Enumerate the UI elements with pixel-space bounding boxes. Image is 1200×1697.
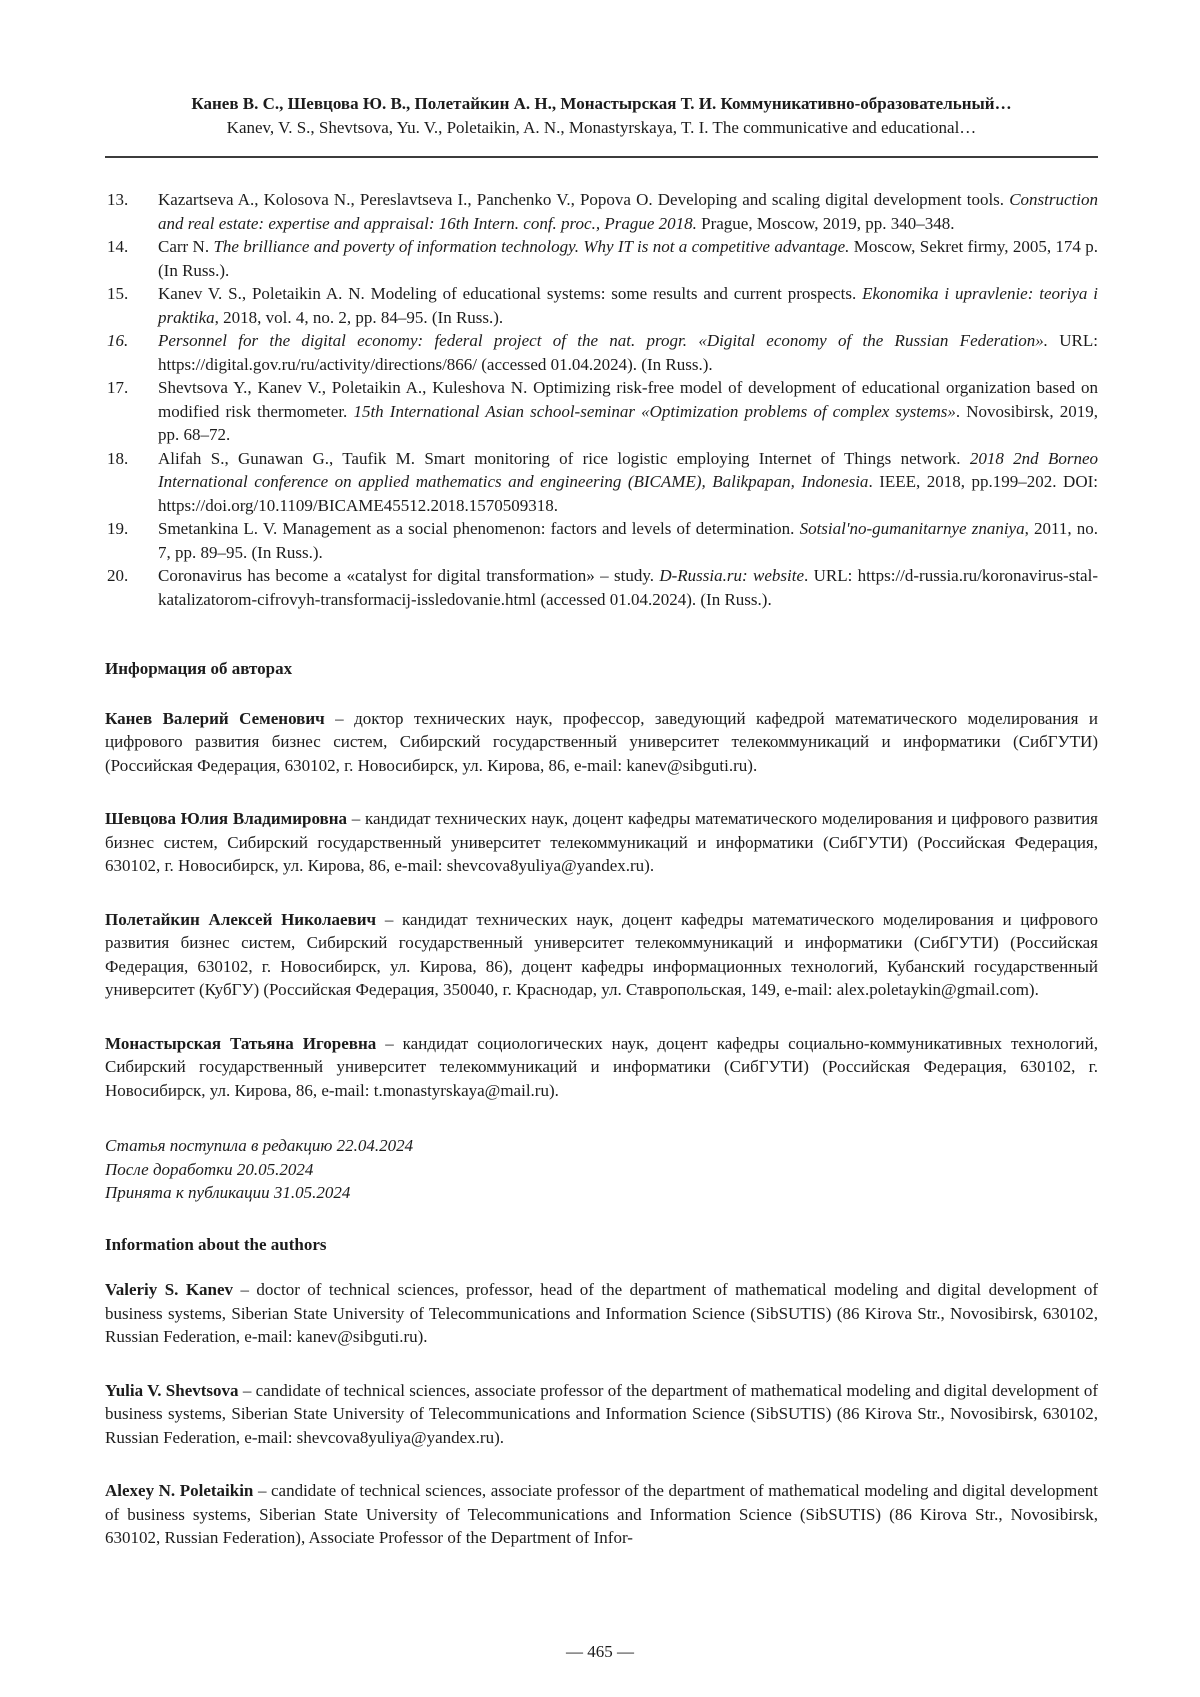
author-details: – кандидат технических наук, доцент кафедры математического моделирования и цифрового развития бизнес систем, Сибирский государственный университет телекоммуникаций и информатики (СибГУТИ) (Российская Федерация, 630102, г. Новосибирск, ул. Кирова, 86, e-mail: shevcova8yuliya@yandex.ru).	[105, 809, 1098, 875]
reference-number: 20.	[107, 566, 129, 585]
running-header-ru: Канев В. С., Шевцова Ю. В., Полетайкин А. Н., Монастырская Т. И. Коммуникативно-образовательный…	[191, 94, 1012, 113]
reference-text	[158, 190, 1098, 233]
reference-text-segment: , 2018, vol. 4, no. 2, pp. 84–95. (In Russ.).	[214, 307, 504, 327]
reference-text-segment: Alifah S., Gunawan G., Taufik M. Smart monitoring of rice logistic employing Internet of Things network.	[158, 448, 970, 468]
author-paragraph	[105, 1278, 1098, 1349]
reference-text-segment: . URL: https://d-russia.ru/koronavirus-stal-katalizatorom-cifrovyh-transformacij-issledovanie.html (accessed 01.04.2024). (In Russ.).	[158, 566, 1098, 609]
reference-item	[105, 282, 1098, 329]
running-header-en: Kanev, V. S., Shevtsova, Yu. V., Poletaikin, A. N., Monastyrskaya, T. I. The communicative and educational…	[226, 118, 977, 137]
reference-text-segment: Kazartseva A., Kolosova N., Pereslavtseva I., Panchenko V., Popova O. Developing and scaling digital development tools.	[158, 190, 1010, 209]
reference-text-segment: Shevtsova Y., Kanev V., Poletaikin A., Kuleshova N. Optimizing risk-free model of development of educational organization based on modified risk thermometer.	[158, 378, 1098, 421]
reference-text-segment: . Novosibirsk, 2019, pp. 68–72.	[158, 401, 1098, 444]
reference-number: 14.	[107, 237, 129, 256]
author-name: Полетайкин Алексей Николаевич	[105, 909, 377, 929]
reference-text-segment: D-Russia.ru: website	[659, 566, 804, 585]
references-list	[105, 188, 1098, 611]
author-name: Valeriy S. Kanev	[105, 1280, 234, 1299]
reference-text-segment: Ekonomika i upravlenie: teoriya i praktika	[158, 284, 1098, 327]
section-heading-authors-en: Information about the authors	[105, 1234, 327, 1254]
author-paragraph	[105, 908, 1098, 1002]
reference-text-segment: 15th International Asian school-seminar «Optimization problems of complex systems»	[353, 401, 956, 421]
reference-number: 16.	[107, 331, 129, 350]
submission-date-line: После доработки 20.05.2024	[105, 1159, 314, 1179]
reference-text-segment: Moscow, Sekret firmy, 2005, 174 p. (In Russ.).	[158, 237, 1099, 280]
reference-text	[158, 449, 1098, 515]
reference-text-segment: 2018 2nd Borneo International conference on applied mathematics and engineering (BICAME), Balikpapan, Indonesia	[158, 448, 1099, 491]
reference-item	[105, 329, 1098, 376]
reference-item	[105, 188, 1098, 235]
reference-text-segment: . IEEE, 2018, pp.199–202. DOI: https://doi.org/10.1109/BICAME45512.2018.1570509318.	[158, 472, 1098, 515]
reference-text-segment: Prague, Moscow, 2019, pp. 340–348.	[696, 213, 955, 233]
submission-date-line: Статья поступила в редакцию 22.04.2024	[105, 1136, 414, 1155]
author-details: – кандидат социологических наук, доцент кафедры социально-коммуникативных технологий, Сибирский государственный университет телекоммуникаций и информатики (СибГУТИ) (Российская Федерация, 630102, г. Новосибирск, ул. Кирова, 86, e-mail: t.monastyrskaya@mail.ru).	[105, 1033, 1098, 1100]
reference-text	[158, 519, 1098, 562]
authors-ru-list	[105, 707, 1098, 1103]
reference-number: 18.	[107, 448, 129, 468]
page-number: — 465 —	[566, 1642, 634, 1661]
reference-item	[105, 517, 1098, 564]
reference-text-segment: Sotsial'no-gumanitarnye znaniya	[799, 519, 1025, 538]
reference-text	[158, 566, 1098, 609]
reference-item	[105, 235, 1098, 282]
reference-item	[105, 564, 1098, 611]
reference-item	[105, 447, 1098, 518]
author-paragraph	[105, 1032, 1098, 1103]
reference-item	[105, 376, 1098, 447]
reference-text-segment: The brilliance and poverty of information technology. Why IT is not a competitive advantage.	[213, 237, 850, 256]
reference-text	[158, 331, 1098, 374]
reference-number: 13.	[107, 190, 129, 209]
document-page	[105, 92, 1098, 1550]
author-paragraph	[105, 707, 1098, 778]
author-details: – кандидат технических наук, доцент кафедры математического моделирования и цифрового развития бизнес систем, Сибирский государственный университет телекоммуникаций и информатики (СибГУТИ) (Российская Федерация, 630102, г. Новосибирск, ул. Кирова, 86), доцент кафедры информационных технологий, Кубанский государственный университет (КубГУ) (Российская Федерация, 350040, г. Краснодар, ул. Ставропольская, 149, e-mail: alex.poletaykin@gmail.com).	[105, 909, 1099, 999]
author-name: Yulia V. Shevtsova	[105, 1380, 239, 1400]
reference-text-segment: Personnel for the digital economy: federal project of the nat. progr. «Digital economy of the Russian Federation».	[158, 331, 1048, 350]
reference-text-segment: URL: https://digital.gov.ru/ru/activity/directions/866/ (accessed 01.04.2024). (In Russ.).	[158, 331, 1098, 374]
reference-number: 15.	[107, 284, 129, 303]
author-paragraph	[105, 807, 1098, 878]
reference-text	[158, 378, 1098, 444]
reference-text-segment: , 2011, no. 7, pp. 89–95. (In Russ.).	[158, 519, 1098, 562]
reference-text	[158, 284, 1098, 327]
author-name: Шевцова Юлия Владимировна	[105, 809, 348, 828]
authors-en-list	[105, 1278, 1098, 1550]
section-heading-authors-ru: Информация об авторах	[105, 659, 293, 678]
author-name: Монастырская Татьяна Игоревна	[105, 1033, 377, 1053]
author-name: Alexey N. Poletaikin	[105, 1481, 254, 1500]
submission-dates	[105, 1134, 1098, 1205]
reference-text-segment: Kanev V. S., Poletaikin A. N. Modeling of educational systems: some results and current prospects.	[158, 284, 863, 303]
header-rule	[105, 156, 1098, 158]
author-name: Канев Валерий Семенович	[105, 708, 325, 728]
author-details: – doctor of technical sciences, professor, head of the department of mathematical modeling and digital development of business systems, Siberian State University of Telecommunications and Information Science (SibSUTIS) (86 Kirova Str., Novosibirsk, 630102, Russian Federation, e-mail: kanev@sibguti.ru).	[105, 1280, 1098, 1346]
reference-text	[158, 237, 1098, 280]
reference-text-segment: Carr N.	[158, 237, 214, 256]
reference-text-segment: Construction and real estate: expertise and appraisal: 16th Intern. conf. proc., Prague 2018.	[158, 190, 1098, 233]
submission-date-line: Принята к публикации 31.05.2024	[105, 1183, 351, 1202]
reference-text-segment: Smetankina L. V. Management as a social phenomenon: factors and levels of determination.	[158, 519, 800, 538]
author-details: – доктор технических наук, профессор, заведующий кафедрой математического моделирования и цифрового развития бизнес систем, Сибирский государственный университет телекоммуникаций и информатики (СибГУТИ) (Российская Федерация, 630102, г. Новосибирск, ул. Кирова, 86, e-mail: kanev@sibguti.ru).	[105, 708, 1098, 775]
reference-number: 17.	[107, 378, 129, 397]
reference-number: 19.	[107, 519, 129, 538]
author-details: – candidate of technical sciences, associate professor of the department of mathematical modeling and digital development of business systems, Siberian State University of Telecommunications and Information Science (SibSUTIS) (86 Kirova Str., Novosibirsk, 630102, Russian Federation), Associate Professor of the Department of Infor-	[105, 1481, 1098, 1547]
author-details: – candidate of technical sciences, associate professor of the department of mathematical modeling and digital development of business systems, Siberian State University of Telecommunications and Information Science (SibSUTIS) (86 Kirova Str., Novosibirsk, 630102, Russian Federation, e-mail: shevcova8yuliya@yandex.ru).	[105, 1380, 1098, 1447]
author-paragraph	[105, 1479, 1098, 1550]
author-paragraph	[105, 1379, 1098, 1450]
reference-text-segment: Coronavirus has become a «catalyst for digital transformation» – study.	[158, 566, 660, 585]
